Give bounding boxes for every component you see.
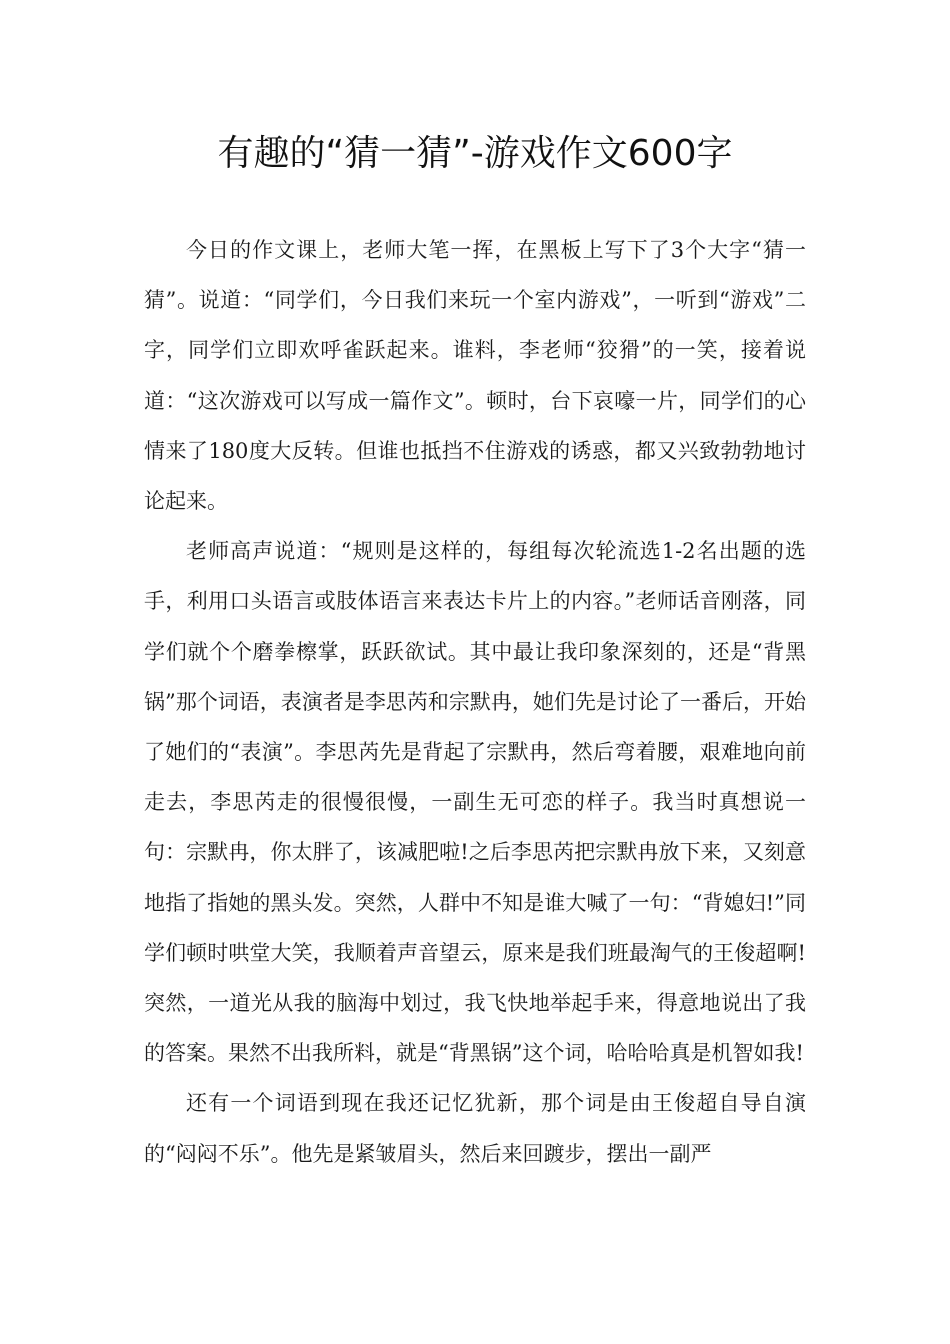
paragraph-2: 老师高声说道：“规则是这样的，每组每次轮流选1-2名出题的选手，利用口头语言或肢体语言来表达卡片上的内容。”老师话音刚落，同学们就个个磨拳檫掌，跃跃欲试。其中最让我印象深刻的，还是“背黑锅”那个词语，表演者是李思芮和宗默冉，她们先是讨论了一番后，开始了她们的“表演”。李思芮先是背起了宗默冉，然后弯着腰，艰难地向前走去，李思芮走的很慢很慢，一副生无可恋的样子。我当时真想说一句：宗默冉，你太胖了，该减肥啦!之后李思芮把宗默冉放下来，又刻意地指了指她的黑头发。突然，人群中不知是谁大喊了一句：“背媳妇!”同学们顿时哄堂大笑，我顺着声音望云，原来是我们班最淘气的王俊超啊!突然，一道光从我的脑海中划过，我飞快地举起手来，得意地说出了我的答案。果然不出我所料，就是“背黑锅”这个词，哈哈哈真是机智如我!: [144, 539, 806, 1066]
document-title: 有趣的“猜一猜”-游戏作文600字: [217, 133, 733, 174]
document-body: [144, 225, 806, 1179]
paragraph-1: 今日的作文课上，老师大笔一挥，在黑板上写下了3个大字“猜一猜”。说道：“同学们，今日我们来玩一个室内游戏”，一听到“游戏”二字，同学们立即欢呼雀跃起来。谁料，李老师“狡猾”的一笑，接着说道：“这次游戏可以写成一篇作文”。顿时，台下哀嚎一片，同学们的心情来了180度大反转。但谁也抵挡不住游戏的诱惑，都又兴致勃勃地讨论起来。: [144, 238, 806, 514]
paragraph-3: 还有一个词语到现在我还记忆犹新，那个词是由王俊超自导自演的“闷闷不乐”。他先是紧皱眉头，然后来回踱步，摆出一副严: [144, 1091, 806, 1166]
